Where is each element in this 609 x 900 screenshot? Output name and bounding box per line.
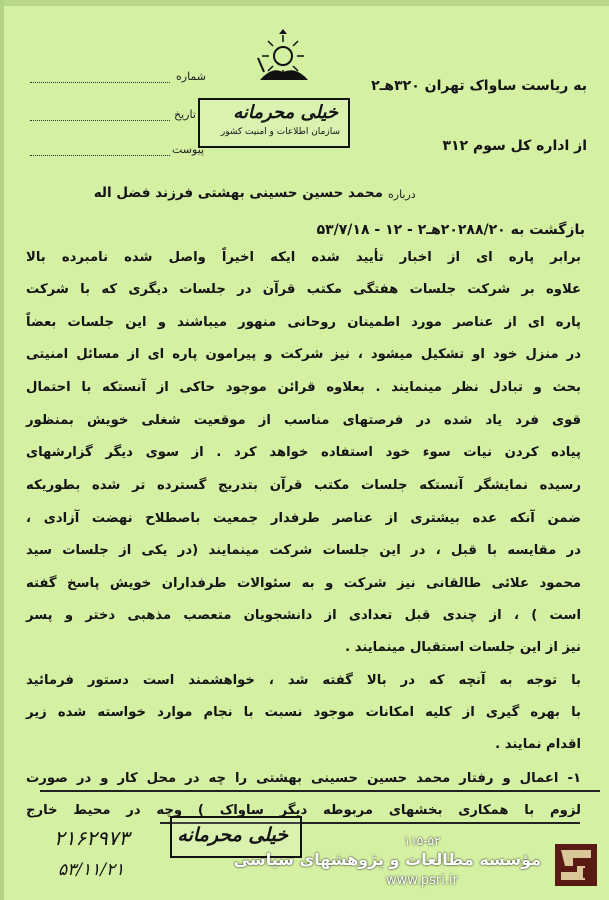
item-line: ۱- اعمال و رفتار محمد حسین حسینی بهشتی را چه در محل کار و در صورت	[26, 771, 581, 786]
body-line: ضمن آنکه عده بیشتری از عناصر طرفدار جمعیت باصطلاح نهضت آزادی ،	[26, 511, 581, 526]
stamp-classification-text: خیلی محرمانه	[233, 102, 338, 123]
scan-edge-left	[0, 0, 4, 900]
body-line: پیاده کردن نیات سوء خود استفاده خواهد کرد . از سوی دیگر گزارشهای	[26, 445, 581, 460]
attachment-field-dots	[30, 155, 170, 156]
subject-text: محمد حسین حسینی بهشتی فرزند فضل اله	[93, 185, 383, 201]
institute-name: مؤسسه مطالعات و پژوهشهای سیاسی	[233, 850, 541, 869]
subject-label: درباره	[388, 188, 416, 201]
body-line: محمود علائی طالقانی نیز شرکت و به سئوالات طرفداران خویش پاسخ گفته	[26, 576, 581, 591]
item-underline	[40, 790, 600, 792]
request-line: اقدام نمایند .	[495, 737, 581, 752]
item-line: لزوم با همکاری بخشهای مربوطه دیگر ساواک ) وچه در محیط خارج	[26, 803, 581, 818]
classification-stamp-top	[198, 98, 350, 148]
body-line: رسیده نمایشگر آنستکه جلسات مکتب قرآن بتدریج گسترده تر شده بطوریکه	[26, 478, 581, 493]
reference-line: بازگشت به ۲۰۲۸۸/۲۰هـ۲ - ۱۲ - ۵۳/۷/۱۸	[316, 222, 585, 238]
handwritten-date: ۵۳/۱۱/۲۱	[58, 860, 125, 880]
institute-url: www.psri.ir	[386, 873, 458, 888]
attachment-label: پیوست	[172, 143, 205, 156]
body-line: پاره ای از عناصر مورد اطمینان روحانی منهور میباشند و این جلسات بعضاً	[26, 315, 581, 330]
request-line: با بهره گیری از کلیه امکانات موجود نسبت با نجام موارد خواسته شده زیر	[26, 705, 581, 720]
from-line: از اداره کل سوم ۳۱۲	[442, 138, 587, 154]
addressee-line: به ریاست ساواک تهران ۳۲۰هـ۲	[371, 78, 587, 94]
lion-and-sun-emblem-icon	[252, 28, 314, 86]
number-field-dots	[30, 82, 170, 83]
body-line: برابر پاره ای از اخبار تأیید شده ایکه اخیراً واصل شده نامبرده بالا	[26, 250, 581, 265]
scan-edge-top	[0, 0, 609, 6]
date-label: تاریخ	[174, 108, 196, 121]
body-line: است ) ، از چندی قبل تعدادی از دانشجویان متعصب مذهبی دختر و پسر	[26, 608, 581, 623]
institute-logo-icon	[555, 844, 597, 886]
date-field-dots	[30, 120, 170, 121]
bottom-stamp-text: خیلی محرمانه	[177, 824, 288, 846]
stamp-organization-text: سازمان اطلاعات و امنیت کشور	[220, 127, 340, 137]
body-line: بحث و تبادل نظر مینمایند . بعلاوه قرائن موجود حاکی از آنستکه با احتمال	[26, 380, 581, 395]
handwritten-number: ۲۱۶۲۹۷۳	[54, 826, 130, 850]
body-line: در منزل خود او تشکیل میشود ، نیز شرکت و پیرامون پاره ای از مسائل امنیتی	[26, 347, 581, 362]
archive-code: ۱۱۵-۵۲	[404, 834, 441, 848]
body-line: نیز از این جلسات استقبال مینمایند .	[345, 640, 581, 655]
body-line: در مقایسه با قبل ، در این جلسات شرکت مینمایند (در یکی از جلسات سید	[26, 543, 581, 558]
body-line: علاوه بر شرکت جلسات هفتگی مکتب قرآن در جلسات دیگری که با شرکت	[26, 282, 581, 297]
body-line: قوی فرد یاد شده در فرصتهای مناسب از موقعیت شغلی خویش بمنظور	[26, 413, 581, 428]
request-line: با توجه به آنچه که در بالا گفته شد ، خواهشمند است دستور فرمائید	[26, 673, 581, 688]
number-label: شماره	[176, 70, 207, 83]
